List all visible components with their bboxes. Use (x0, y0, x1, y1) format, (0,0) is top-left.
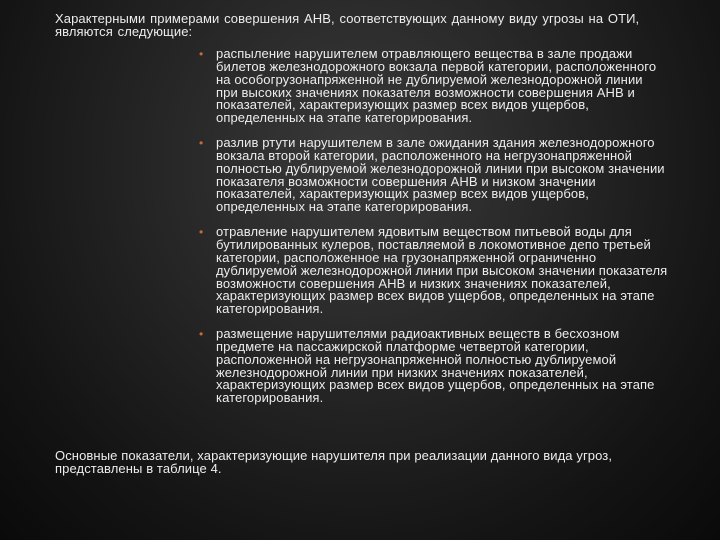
list-item-text: распыление нарушителем отравляющего вещества в зале продажи билетов железнодорожного вокзала первой категории, расположенного на особогрузонапряженной не дублируемой железнодорожной линии при высоких значениях показателя возможности совершения АНВ и показателей, характеризующих размер всех видов ущербов, определенных на этапе категорирования. (216, 46, 657, 126)
list-item (198, 137, 668, 214)
list-item-text: размещение нарушителями радиоактивных веществ в бесхозном предмете на пассажирской платформе четвертой категории, расположенной на негрузонапряженной полностью дублируемой железнодорожной линии при низких значениях показателей, характеризующих размер всех видов ущербов, определенных на этапе категорирования. (216, 326, 655, 406)
outro-paragraph: Основные показатели, характеризующие нарушителя при реализации данного вида угроз, представлены в таблице 4. (55, 448, 613, 476)
bullet-icon: • (199, 47, 204, 61)
bullet-icon: • (199, 225, 204, 240)
bullet-icon: • (199, 136, 204, 151)
list-item (198, 48, 668, 125)
list-item (198, 328, 668, 405)
intro-paragraph: Характерными примерами совершения АНВ, соответствующих данному виду угрозы на ОТИ, являются следующие: (55, 11, 640, 39)
bullet-icon: • (199, 327, 204, 342)
list-item-text: разлив ртути нарушителем в зале ожидания здания железнодорожного вокзала второй категории, расположенного на негрузонапряженной полностью дублируемой железнодорожной линии при высоком значении показателя возможности совершения АНВ и низком значении показателей, характеризующих размер всех видов ущербов, определенных на этапе категорирования. (216, 135, 665, 215)
threat-examples-list (198, 48, 668, 417)
list-item-text: отравление нарушителем ядовитым веществом питьевой воды для бутилированных кулеров, поставляемой в локомотивное депо третьей категории, расположенное на грузонапряженной ограниченно дублируемой железнодорожной линии при высоком значении показателя возможности совершения АНВ и низких значениях показателей, характеризующих размер всех видов ущербов, определенных на этапе категорирования. (216, 224, 668, 317)
list-item (198, 226, 668, 316)
